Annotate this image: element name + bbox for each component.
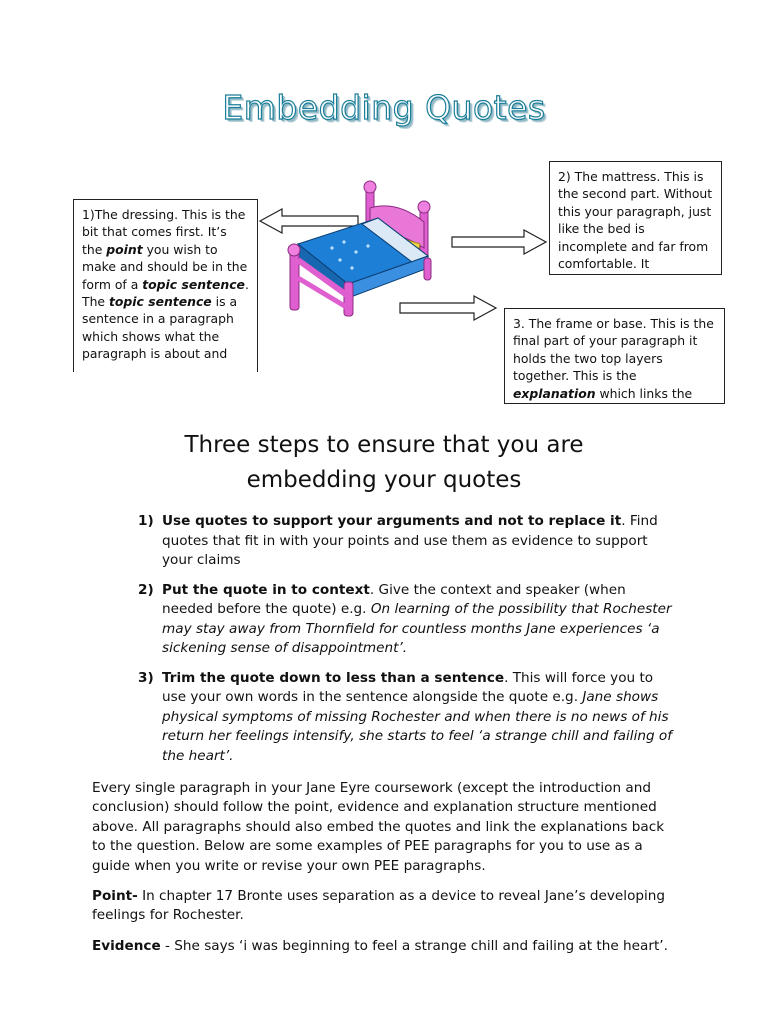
list-item xyxy=(138,512,678,571)
dressing-callout xyxy=(73,199,258,372)
frame-explanation-term: explanation xyxy=(513,385,596,401)
frame-text-1: 3. The frame or base. This is the final part of your paragraph it holds the two top layers together. This is the xyxy=(513,316,714,384)
arrow-right-to-mattress xyxy=(450,227,548,257)
point-text: In chapter 17 Bronte uses separation as a device to reveal Jane’s developing feelings for Rochester. xyxy=(92,888,666,924)
mattress-callout xyxy=(549,161,722,275)
point-paragraph xyxy=(92,887,682,926)
step-bold-text: Put the quote in to context xyxy=(162,581,370,598)
step-text: . Find quotes that fit in with your points and use them as evidence to support your claims xyxy=(162,513,658,568)
step-text: . This will force you to use your own words in the sentence alongside the quote e.g. xyxy=(162,669,654,705)
step-bold-text: Trim the quote down to less than a sentence xyxy=(162,669,505,686)
step-bold-text: Use quotes to support your arguments and not to replace it xyxy=(162,513,622,529)
step-example: On learning of the possibility that Rochester may stay away from Thornfield for countless months Jane experiences ‘a sickening sense of disappointment’. xyxy=(162,601,672,656)
frame-text-2: which links the xyxy=(595,385,693,401)
heading-line-1: Three steps to ensure that you are xyxy=(184,432,584,458)
dressing-text-4: is a sentence in a paragraph which shows what the paragraph is about and xyxy=(82,294,238,362)
step-text: . Give the context and speaker (when needed before the quote) e.g. xyxy=(162,581,626,617)
document-title: Embedding Quotes xyxy=(222,88,546,127)
point-label: Point- xyxy=(92,888,138,904)
section-heading xyxy=(0,428,768,498)
dressing-point-term: point xyxy=(106,241,143,257)
step-number: 3) xyxy=(138,669,154,686)
step-example: Jane shows physical symptoms of missing Rochester and when there is no news of his return her feelings intensify, she starts to feel ‘a strange chill and failing of the heart’. xyxy=(162,689,673,764)
dressing-topic-sentence-term-2: topic sentence xyxy=(108,294,212,310)
mattress-text: 2) The mattress. This is the second part. Without this your paragraph, just like the bed is incomplete and far from comfortable. It xyxy=(558,169,713,272)
evidence-text: - She says ‘i was beginning to feel a strange chill and failing at the heart’. xyxy=(160,938,668,954)
step-number: 1) xyxy=(138,513,154,529)
body-paragraph: Every single paragraph in your Jane Eyre coursework (except the introduction and conclusion) should follow the point, evidence and explanation structure mentioned above. All paragraphs should also embed the quotes and link the explanations back to the question. Below are some examples of PEE paragraphs for you to use as a guide when you write or revise your own PEE paragraphs. xyxy=(92,780,665,874)
heading-line-2: embedding your quotes xyxy=(246,467,522,493)
steps-list xyxy=(138,512,678,776)
dressing-text-1: 1)The dressing. This is the bit that comes first. It’s the xyxy=(82,207,246,257)
step-number: 2) xyxy=(138,581,154,598)
dressing-text-2: you wish to make and should be in the form of a xyxy=(82,241,248,292)
dressing-text-3: . The xyxy=(82,276,249,310)
bed-illustration xyxy=(270,178,450,318)
evidence-paragraph xyxy=(92,937,682,956)
frame-callout xyxy=(504,308,725,404)
evidence-label: Evidence xyxy=(92,938,161,954)
list-item xyxy=(138,669,678,767)
dressing-topic-sentence-term: topic sentence xyxy=(142,276,245,292)
list-item xyxy=(138,581,678,659)
